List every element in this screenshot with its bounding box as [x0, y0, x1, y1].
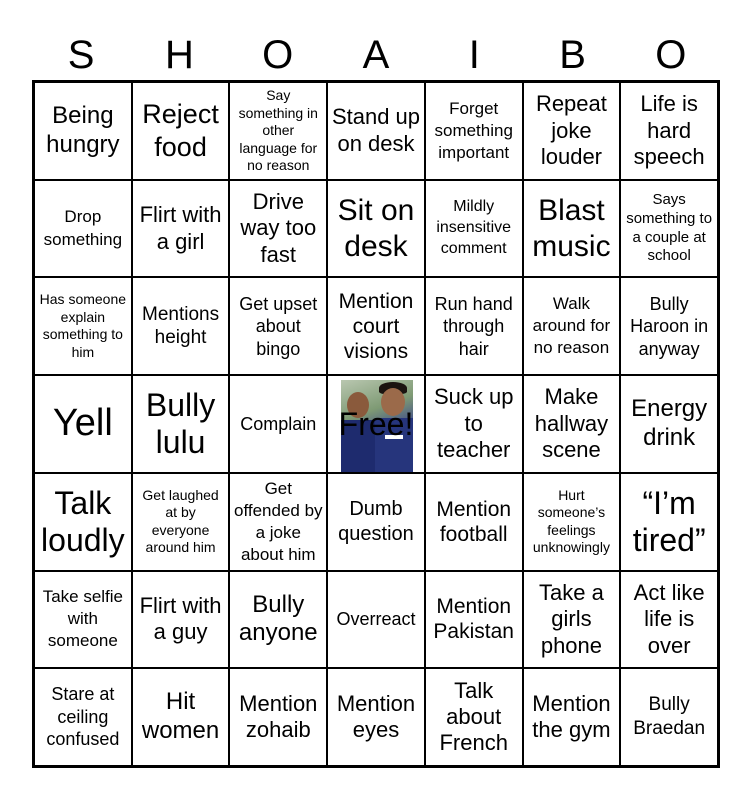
free-space-label: Free! [338, 405, 414, 442]
bingo-cell[interactable] [34, 180, 132, 278]
bingo-cell[interactable] [327, 473, 425, 571]
cell-text: Take a girls phone [539, 579, 604, 658]
bingo-cell[interactable] [620, 473, 718, 571]
cell-text: Walk around for no reason [532, 294, 611, 358]
bingo-cell[interactable] [229, 473, 327, 571]
cell-text: Energy drink [631, 395, 708, 451]
bingo-cell[interactable] [425, 668, 523, 766]
bingo-cell[interactable] [523, 571, 621, 669]
cell-text: Hit women [141, 688, 220, 745]
cell-text: Mention zohaib [239, 690, 318, 743]
cell-text: Bully Braedan [633, 694, 706, 740]
cell-text: Mildly insensitive comment [436, 198, 512, 257]
cell-text: Bully anyone [238, 590, 318, 647]
cell-text: Talk about French [439, 677, 508, 756]
bingo-cell[interactable] [229, 277, 327, 375]
cell-text: Make hallway scene [534, 384, 609, 463]
bingo-cell[interactable] [620, 82, 718, 180]
cell-text: Mention Pakistan [433, 595, 514, 644]
bingo-cell[interactable] [132, 277, 230, 375]
bingo-cell[interactable] [523, 82, 621, 180]
bingo-cell[interactable] [523, 277, 621, 375]
cell-text: Yell [52, 402, 113, 445]
bingo-cell[interactable] [34, 668, 132, 766]
cell-text: Stare at ceiling confused [46, 684, 120, 750]
cell-text: Get offended by a joke about him [234, 478, 323, 564]
cell-text: Complain [240, 413, 317, 434]
cell-text: Being hungry [46, 102, 120, 158]
cell-text: Flirt with a guy [139, 593, 222, 645]
header-letter: S [67, 32, 95, 77]
bingo-cell[interactable] [34, 82, 132, 180]
bingo-cell[interactable] [425, 82, 523, 180]
cell-text: Mention the gym [532, 690, 611, 743]
cell-text: Blast music [532, 193, 611, 263]
cell-text: Bully Haroon in anyway [630, 293, 709, 359]
cell-text: Talk loudly [41, 484, 125, 558]
bingo-cell[interactable] [132, 375, 230, 473]
bingo-cell[interactable] [327, 277, 425, 375]
cell-text: Bully lulu [145, 387, 216, 460]
cell-text: Reject food [142, 99, 219, 162]
bingo-cell[interactable] [425, 375, 523, 473]
bingo-cell[interactable] [229, 180, 327, 278]
bingo-cell[interactable] [132, 668, 230, 766]
cell-text: Act like life is over [633, 579, 705, 658]
cell-text: “I’m tired” [632, 484, 706, 558]
bingo-cell[interactable] [229, 375, 327, 473]
bingo-cell[interactable] [34, 277, 132, 375]
header-letter: O [262, 32, 294, 77]
bingo-cell[interactable] [620, 571, 718, 669]
bingo-cell[interactable] [132, 473, 230, 571]
cell-text: Hurt someone’s feelings unknowingly [532, 486, 610, 556]
bingo-cell[interactable] [34, 375, 132, 473]
header-letter: I [468, 32, 480, 77]
cell-text: Life is hard speech [633, 91, 705, 170]
bingo-cell[interactable] [523, 668, 621, 766]
cell-text: Mention eyes [336, 690, 416, 743]
bingo-cell[interactable] [620, 180, 718, 278]
cell-text: Has someone explain something to him [39, 291, 127, 360]
bingo-cell[interactable] [620, 668, 718, 766]
bingo-cell[interactable] [620, 277, 718, 375]
cell-text: Mention court visions [338, 289, 414, 363]
bingo-cell[interactable] [327, 82, 425, 180]
bingo-cell[interactable] [229, 571, 327, 669]
bingo-cell[interactable] [425, 473, 523, 571]
bingo-cell[interactable] [425, 180, 523, 278]
free-space-cell[interactable] [327, 375, 425, 473]
bingo-cell[interactable] [229, 82, 327, 180]
bingo-cell[interactable] [523, 473, 621, 571]
header-letter: O [655, 32, 687, 77]
cell-text: Repeat joke louder [535, 91, 607, 170]
bingo-cell[interactable] [327, 180, 425, 278]
cell-text: Mention football [436, 497, 512, 546]
bingo-cell[interactable] [327, 668, 425, 766]
cell-text: Stand up on desk [331, 104, 421, 156]
header-letter: H [164, 32, 194, 77]
cell-text: Drive way too fast [240, 188, 317, 267]
bingo-cell[interactable] [34, 473, 132, 571]
header-letter: A [362, 32, 390, 77]
bingo-cell[interactable] [327, 571, 425, 669]
header-letter: B [559, 32, 586, 77]
cell-text: Say something in other language for no reason [238, 87, 318, 174]
cell-text: Flirt with a girl [139, 202, 222, 254]
bingo-cell[interactable] [132, 180, 230, 278]
bingo-cell[interactable] [425, 571, 523, 669]
cell-text: Sit on desk [337, 193, 415, 263]
bingo-cell[interactable] [523, 375, 621, 473]
cell-text: Dumb question [338, 497, 414, 545]
cell-text: Get laughed at by everyone around him [142, 486, 219, 556]
bingo-cell[interactable] [620, 375, 718, 473]
cell-text: Overreact [336, 609, 416, 630]
cell-text: Mentions height [142, 303, 220, 349]
cell-text: Suck up to teacher [433, 384, 514, 463]
bingo-cell[interactable] [229, 668, 327, 766]
bingo-cell[interactable] [132, 571, 230, 669]
cell-text: Forget something important [434, 98, 513, 162]
bingo-board [32, 80, 720, 768]
bingo-cell[interactable] [132, 82, 230, 180]
bingo-header [32, 30, 720, 80]
cell-text: Take selfie with someone [42, 587, 124, 651]
cell-text: Get upset about bingo [239, 293, 318, 359]
cell-text: Says something to a couple at school [626, 191, 713, 265]
bingo-cell[interactable] [425, 277, 523, 375]
cell-text: Run hand through hair [434, 293, 513, 359]
bingo-cell[interactable] [523, 180, 621, 278]
cell-text: Drop something [43, 207, 123, 249]
bingo-cell[interactable] [34, 571, 132, 669]
